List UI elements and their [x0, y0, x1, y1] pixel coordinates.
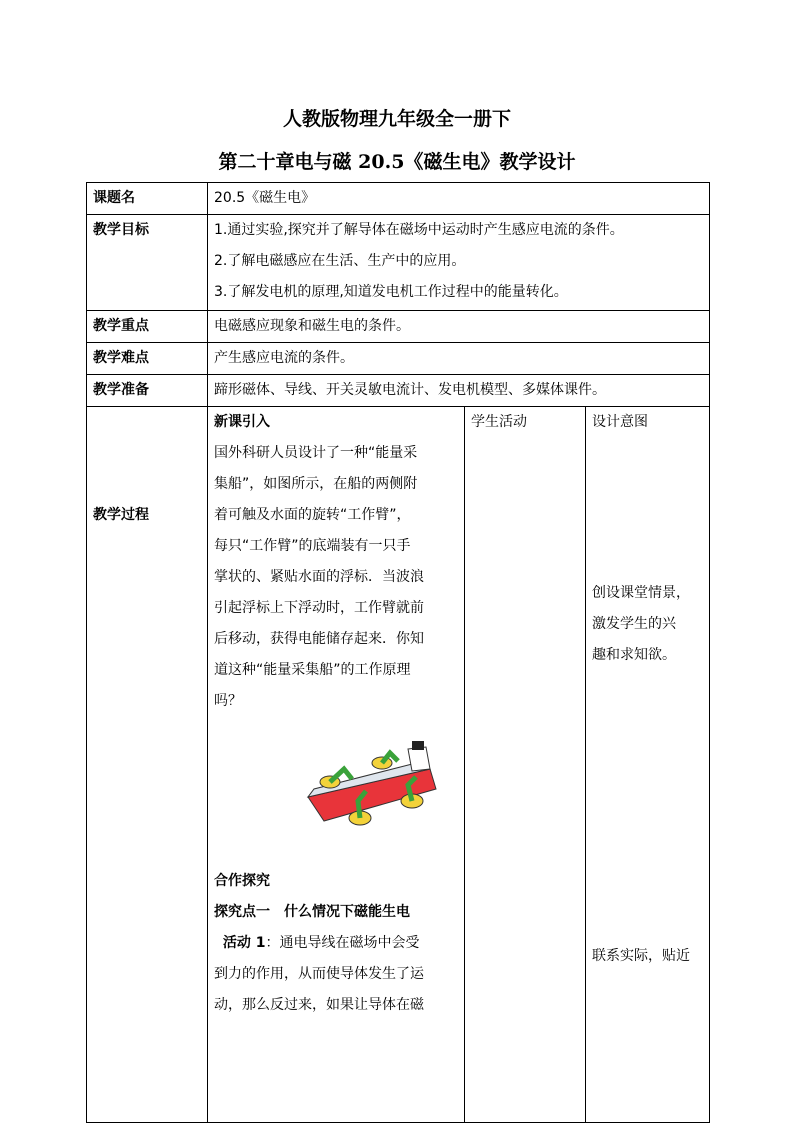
prep-value: 蹄形磁体、导线、开关灵敏电流计、发电机模型、多媒体课件。: [208, 375, 710, 407]
spacer: [592, 438, 703, 578]
row-topic: [87, 183, 710, 215]
activity-line: 动，那么反过来，如果让导体在磁: [214, 997, 424, 1013]
intro-line: 引起浮标上下浮动时，工作臂就前: [214, 600, 424, 616]
activity-label: 活动 1: [222, 935, 266, 951]
intro-line: 每只“工作臂”的底端装有一只手: [214, 538, 411, 554]
student-activity-heading: 学生活动: [471, 414, 527, 430]
row-difficulty: [87, 343, 710, 375]
lesson-plan-table: [86, 182, 710, 1123]
goals-list: [208, 215, 710, 311]
intro-line: 后移动，获得电能储存起来．你知: [214, 631, 424, 647]
goals-label: 教学目标: [87, 215, 208, 311]
design-line: 激发学生的兴: [592, 616, 676, 632]
inquiry-point-1: 探究点一 什么情况下磁能生电: [214, 904, 410, 920]
row-preparation: [87, 375, 710, 407]
design-line: 联系实际，贴近: [592, 948, 690, 964]
intro-line: 集船”，如图所示，在船的两侧附: [214, 476, 418, 492]
design-intent-heading: 设计意图: [592, 414, 648, 430]
topic-label: 课题名: [87, 183, 208, 215]
key-label: 教学重点: [87, 311, 208, 343]
activity-text: ：通电导线在磁场中会受: [265, 935, 420, 951]
activity-line: 到力的作用，从而使导体发生了运: [214, 966, 424, 982]
process-content: [208, 407, 465, 1123]
design-line: 创设课堂情景，: [592, 585, 690, 601]
intro-line: 吗？: [214, 693, 242, 709]
intro-heading: 新课引入: [214, 414, 270, 430]
intro-line: 道这种“能量采集船”的工作原理: [214, 662, 411, 678]
spacer: [592, 671, 703, 941]
goal-item: 3.了解发电机的原理,知道发电机工作过程中的能量转化。: [214, 284, 568, 300]
process-label: 教学过程: [87, 407, 208, 1123]
document-title: 人教版物理九年级全一册下: [282, 108, 511, 130]
goal-item: 1.通过实验,探究并了解导体在磁场中运动时产生感应电流的条件。: [214, 222, 624, 238]
intro-line: 国外科研人员设计了一种“能量采: [214, 445, 418, 461]
goal-item: 2.了解电磁感应在生活、生产中的应用。: [214, 253, 466, 269]
energy-harvesting-ship-illustration: [304, 739, 444, 834]
topic-value: 20.5《磁生电》: [208, 183, 710, 215]
row-key-point: [87, 311, 710, 343]
row-process: [87, 407, 710, 1123]
document-subtitle: 第二十章电与磁 20.5《磁生电》教学设计: [218, 151, 576, 173]
activity-line: [214, 928, 458, 959]
intro-line: 着可触及水面的旋转“工作臂”，: [214, 507, 411, 523]
row-goals: [87, 215, 710, 311]
difficulty-label: 教学难点: [87, 343, 208, 375]
design-line: 趣和求知欲。: [592, 647, 676, 663]
intro-line: 掌状的、紧贴水面的浮标．当波浪: [214, 569, 424, 585]
coop-heading: 合作探究: [214, 873, 270, 889]
design-intent-column: [586, 407, 710, 1123]
key-value: 电磁感应现象和磁生电的条件。: [208, 311, 710, 343]
difficulty-value: 产生感应电流的条件。: [208, 343, 710, 375]
student-activity-column: [465, 407, 586, 1123]
prep-label: 教学准备: [87, 375, 208, 407]
